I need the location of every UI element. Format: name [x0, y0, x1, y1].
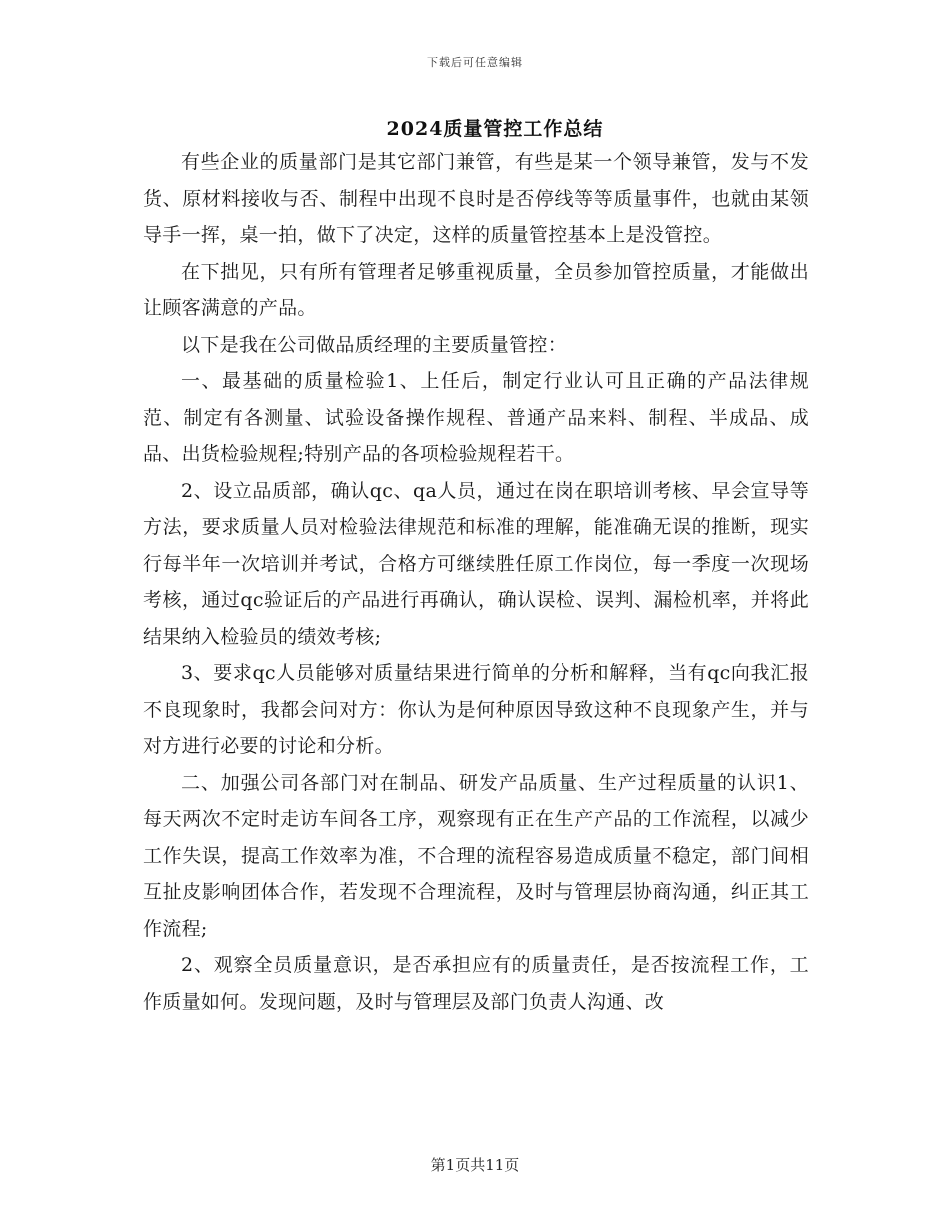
document-title: 2024质量管控工作总结 [386, 118, 604, 140]
paragraph-5: 2、设立品质部，确认qc、qa人员，通过在岗在职培训考核、早会宣导等方法，要求质量人员对检验法律规范和标准的理解，能准确无误的推断，现实行每半年一次培训并考试，合格方可继续胜任原工作岗位，每一季度一次现场考核，通过qc验证后的产品进行再确认，确认误检、误判、漏检机率，并将此结果纳入检验员的绩效考核; [143, 479, 809, 648]
paragraph-4: 一、最基础的质量检验1、上任后，制定行业认可且正确的产品法律规范、制定有各测量、试验设备操作规程、普通产品来料、制程、半成品、成品、出货检验规程;特别产品的各项检验规程若干。 [143, 370, 809, 465]
paragraph-7: 二、加强公司各部门对在制品、研发产品质量、生产过程质量的认识1、每天两次不定时走访车间各工序，观察现有正在生产产品的工作流程，以减少工作失误，提高工作效率为准，不合理的流程容易造成质量不稳定，部门间相互扯皮影响团体合作，若发现不合理流程，及时与管理层协商沟通，纠正其工作流程; [143, 771, 809, 940]
paragraph-8: 2、观察全员质量意识，是否承担应有的质量责任，是否按流程工作，工作质量如何。发现问题，及时与管理层及部门负责人沟通、改 [143, 954, 809, 1013]
document-body [143, 144, 809, 1020]
header-note: 下载后可任意编辑 [427, 56, 523, 69]
paragraph-1: 有些企业的质量部门是其它部门兼管，有些是某一个领导兼管，发与不发货、原材料接收与否、制程中出现不良时是否停线等等质量事件，也就由某领导手一挥，桌一拍，做下了决定，这样的质量管控基本上是没管控。 [143, 151, 809, 246]
paragraph-2: 在下拙见，只有所有管理者足够重视质量，全员参加管控质量，才能做出让顾客满意的产品。 [143, 260, 809, 319]
paragraph-6: 3、要求qc人员能够对质量结果进行简单的分析和解释，当有qc向我汇报不良现象时，我都会问对方：你认为是何种原因导致这种不良现象产生，并与对方进行必要的讨论和分析。 [143, 662, 809, 757]
page-footer: 第1页共11页 [430, 1156, 520, 1174]
paragraph-3: 以下是我在公司做品质经理的主要质量管控： [181, 333, 568, 356]
